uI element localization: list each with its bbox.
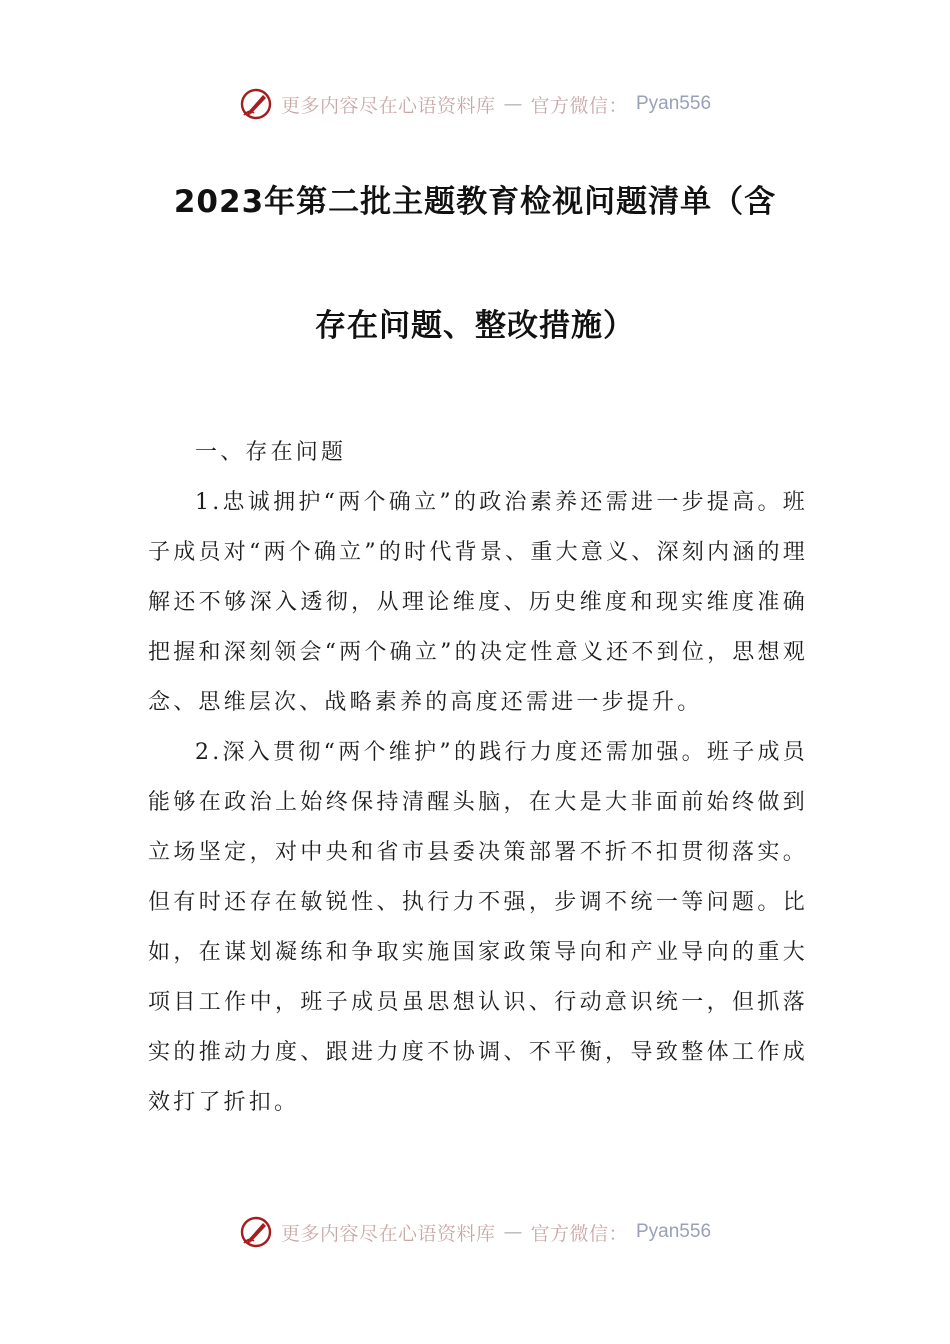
header-watermark — [0, 84, 950, 124]
watermark-official-label: 官方微信： — [530, 94, 628, 117]
watermark-separator: — — [503, 93, 523, 115]
watermark-wechat-id: Pyan556 — [636, 93, 712, 114]
section-heading: 一、存在问题 — [195, 440, 347, 465]
watermark-separator: — — [503, 1221, 523, 1243]
watermark-text: 更多内容尽在心语资料库 — [280, 1222, 496, 1245]
pen-in-circle-icon — [239, 87, 273, 121]
watermark-text: 更多内容尽在心语资料库 — [280, 94, 496, 117]
footer-watermark — [0, 1212, 950, 1252]
document-title-line-1: 2023年第二批主题教育检视问题清单（含 — [173, 184, 777, 220]
watermark-wechat-id: Pyan556 — [636, 1221, 712, 1242]
paragraph-1: 1.忠诚拥护“两个确立”的政治素养还需进一步提高。班子成员对“两个确立”的时代背景、重大意义、深刻内涵的理解还不够深入透彻，从理论维度、历史维度和现实维度准确把握和深刻领会“两个确立”的决定性意义还不到位，思想观念、思维层次、战略素养的高度还需进一步提升。 — [148, 490, 808, 715]
document-title-line-2: 存在问题、整改措施） — [315, 308, 635, 344]
document-body — [148, 428, 808, 1128]
pen-in-circle-icon — [239, 1215, 273, 1249]
watermark-official-label: 官方微信： — [530, 1222, 628, 1245]
paragraph-2: 2.深入贯彻“两个维护”的践行力度还需加强。班子成员能够在政治上始终保持清醒头脑，在大是大非面前始终做到立场坚定，对中央和省市县委决策部署不折不扣贯彻落实。但有时还存在敏锐性、执行力不强，步调不统一等问题。比如，在谋划凝练和争取实施国家政策导向和产业导向的重大项目工作中，班子成员虽思想认识、行动意识统一，但抓落实的推动力度、跟进力度不协调、不平衡，导致整体工作成效打了折扣。 — [148, 740, 808, 1115]
